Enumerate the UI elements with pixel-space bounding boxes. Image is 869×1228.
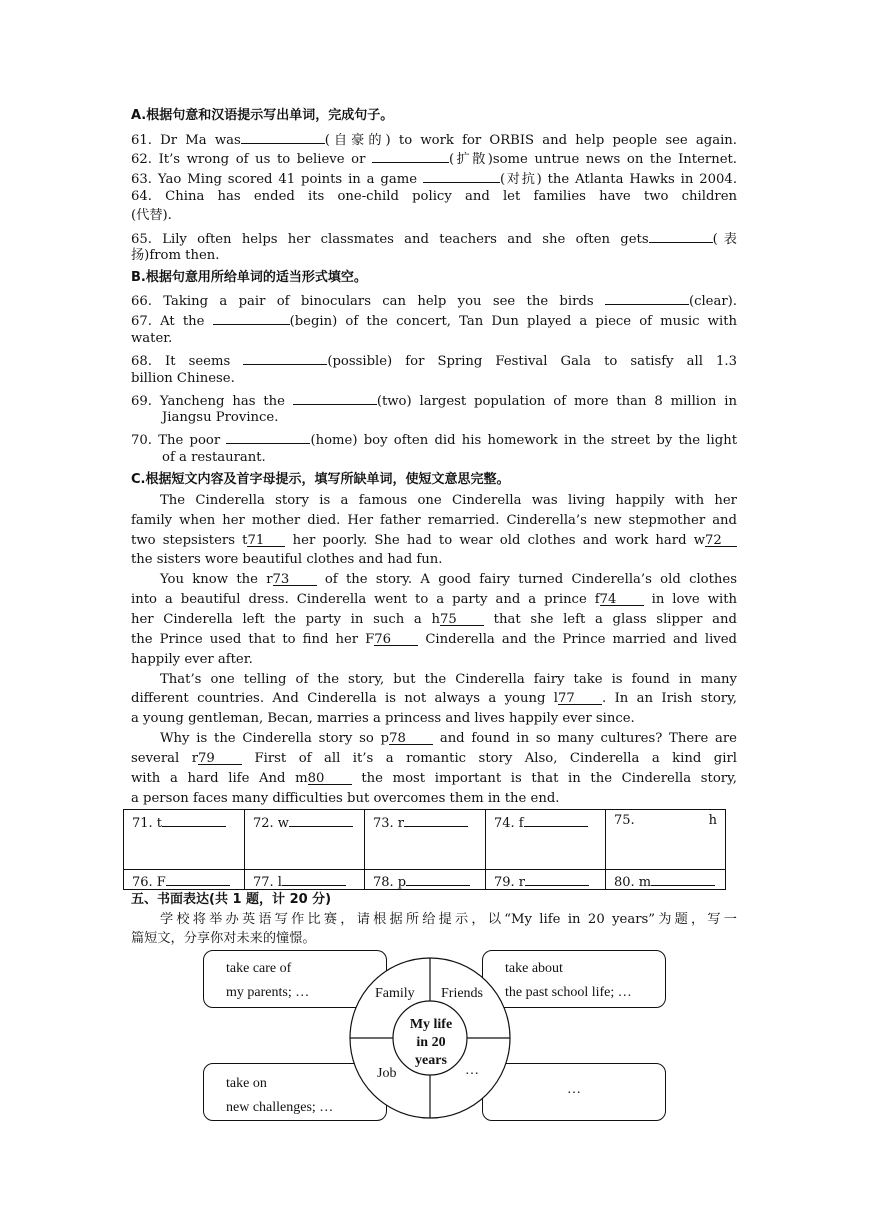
gap-72[interactable]: 72 xyxy=(705,531,737,547)
question-70: 70. The poor (home) boy often did his homework in the street by the light xyxy=(131,428,737,451)
answer-cell-78[interactable]: 78. p xyxy=(365,870,486,890)
answer-line[interactable] xyxy=(166,870,230,886)
answer-cell-72[interactable]: 72. w xyxy=(245,810,365,869)
answer-blank[interactable] xyxy=(243,349,327,365)
answer-line[interactable] xyxy=(651,870,715,886)
answer-blank[interactable] xyxy=(213,309,290,325)
gap-76[interactable]: 76 xyxy=(374,630,418,646)
answer-line[interactable] xyxy=(524,811,588,827)
box-family-ideas: take care of my parents; … xyxy=(203,950,387,1008)
label-family: Family xyxy=(375,986,415,1001)
gap-71[interactable]: 71 xyxy=(247,531,285,547)
answer-cell-73[interactable]: 73. r xyxy=(365,810,486,869)
answer-cell-76[interactable]: 76. F xyxy=(124,870,245,890)
answer-blank[interactable] xyxy=(226,428,310,444)
passage-line: different countries. And Cinderella is not always a young l77 . In an Irish story, xyxy=(131,691,737,706)
answer-blank[interactable] xyxy=(372,147,449,163)
passage-line: the Prince used that to find her F76 Cinderella and the Prince married and lived xyxy=(131,632,737,647)
passage-line: happily ever after. xyxy=(131,652,253,667)
answer-line[interactable] xyxy=(282,870,346,886)
answer-line[interactable] xyxy=(162,811,226,827)
question-66: 66. Taking a pair of binoculars can help you see the birds (clear). xyxy=(131,289,737,312)
answer-blank[interactable] xyxy=(423,167,500,183)
question-69: 69. Yancheng has the (two) largest population of more than 8 million in xyxy=(131,389,737,412)
passage-line: a young gentleman, Becan, marries a princess and lives happily ever since. xyxy=(131,711,635,726)
answer-cell-80[interactable]: 80. m xyxy=(606,870,725,890)
center-title: My life in 20 years xyxy=(409,1017,453,1068)
box-friends-ideas: take about the past school life; … xyxy=(482,950,666,1008)
question-65: 65. Lily often helps her classmates and teachers and she often gets (表 xyxy=(131,227,737,250)
question-65-cont: 扬)from then. xyxy=(131,248,220,263)
question-62: 62. It’s wrong of us to believe or (扩散)some untrue news on the Internet. xyxy=(131,147,737,170)
label-job: Job xyxy=(377,1066,397,1081)
question-68-cont: billion Chinese. xyxy=(131,371,235,386)
passage-line: into a beautiful dress. Cinderella went to a party and a prince f74 in love with xyxy=(131,592,738,607)
passage-line: a person faces many difficulties but overcomes them in the end. xyxy=(131,791,560,806)
question-64: 64. China has ended its one-child policy and let families have two children xyxy=(131,189,737,204)
passage-line: several r79 First of all it’s a romantic story Also, Cinderella a kind girl xyxy=(131,751,737,766)
mind-map xyxy=(200,948,670,1122)
question-64-cont: (代替). xyxy=(131,208,172,223)
passage-line: That’s one telling of the story, but the Cinderella fairy take is found in many xyxy=(160,672,737,687)
question-67-cont: water. xyxy=(131,331,173,346)
answer-blank[interactable] xyxy=(241,128,325,144)
passage-line: Why is the Cinderella story so p78 and found in so many cultures? There are xyxy=(160,731,737,746)
question-68: 68. It seems (possible) for Spring Festival Gala to satisfy all 1.3 xyxy=(131,349,737,372)
section-b-heading: B.根据句意用所给单词的适当形式填空。 xyxy=(131,270,367,285)
section-a-heading: A.根据句意和汉语提示写出单词，完成句子。 xyxy=(131,108,394,123)
answer-cell-74[interactable]: 74. f xyxy=(486,810,606,869)
gap-78[interactable]: 78 xyxy=(389,729,433,745)
gap-74[interactable]: 74 xyxy=(600,590,644,606)
label-friends: Friends xyxy=(441,986,483,1001)
question-67: 67. At the (begin) of the concert, Tan Dun played a piece of music with xyxy=(131,309,737,332)
question-69-cont: Jiangsu Province. xyxy=(162,410,279,425)
question-63: 63. Yao Ming scored 41 points in a game (对抗) the Atlanta Hawks in 2004. xyxy=(131,167,737,190)
section-c-heading: C.根据短文内容及首字母提示，填写所缺单词，使短文意思完整。 xyxy=(131,472,510,487)
passage-line: with a hard life And m80 the most important is that in the Cinderella story, xyxy=(131,771,737,786)
gap-80[interactable]: 80 xyxy=(308,769,352,785)
answer-cell-79[interactable]: 79. r xyxy=(486,870,606,890)
writing-prompt: 学校将举办英语写作比赛，请根据所给提示，以“My life in 20 years”为题，写一 xyxy=(160,912,737,927)
gap-75[interactable]: 75 xyxy=(440,610,484,626)
question-70-cont: of a restaurant. xyxy=(162,450,266,465)
answer-line[interactable] xyxy=(525,870,589,886)
box-other-ideas: … xyxy=(482,1063,666,1121)
answer-line[interactable] xyxy=(404,811,468,827)
answer-blank[interactable] xyxy=(649,227,713,243)
answer-line[interactable] xyxy=(289,811,353,827)
question-61: 61. Dr Ma was (自豪的) to work for ORBIS and help people see again. xyxy=(131,128,737,151)
passage-line: family when her mother died. Her father remarried. Cinderella’s new stepmother and xyxy=(131,513,737,528)
passage-line: The Cinderella story is a famous one Cinderella was living happily with her xyxy=(160,493,737,508)
answer-table xyxy=(123,809,726,890)
passage-line: the sisters wore beautiful clothes and had fun. xyxy=(131,552,443,567)
answer-blank[interactable] xyxy=(605,289,689,305)
gap-77[interactable]: 77 xyxy=(558,689,602,705)
answer-blank[interactable] xyxy=(293,389,377,405)
gap-79[interactable]: 79 xyxy=(198,749,242,765)
answer-cell-75[interactable]: 75. h xyxy=(614,813,717,828)
answer-line[interactable] xyxy=(406,870,470,886)
label-other: … xyxy=(465,1063,479,1078)
answer-cell-77[interactable]: 77. l xyxy=(245,870,365,890)
answer-cell-71[interactable]: 71. t xyxy=(124,810,245,869)
gap-73[interactable]: 73 xyxy=(273,570,317,586)
passage-line: You know the r73 of the story. A good fairy turned Cinderella’s old clothes xyxy=(160,572,737,587)
passage-line: two stepsisters t71 her poorly. She had to wear old clothes and work hard w72 xyxy=(131,531,737,551)
section-5-heading: 五、书面表达(共 1 题，计 20 分) xyxy=(131,892,332,907)
writing-prompt-cont: 篇短文，分享你对未来的憧憬。 xyxy=(131,931,316,946)
box-job-ideas: take on new challenges; … xyxy=(203,1063,387,1121)
passage-line: her Cinderella left the party in such a h75 that she left a glass slipper and xyxy=(131,612,737,627)
